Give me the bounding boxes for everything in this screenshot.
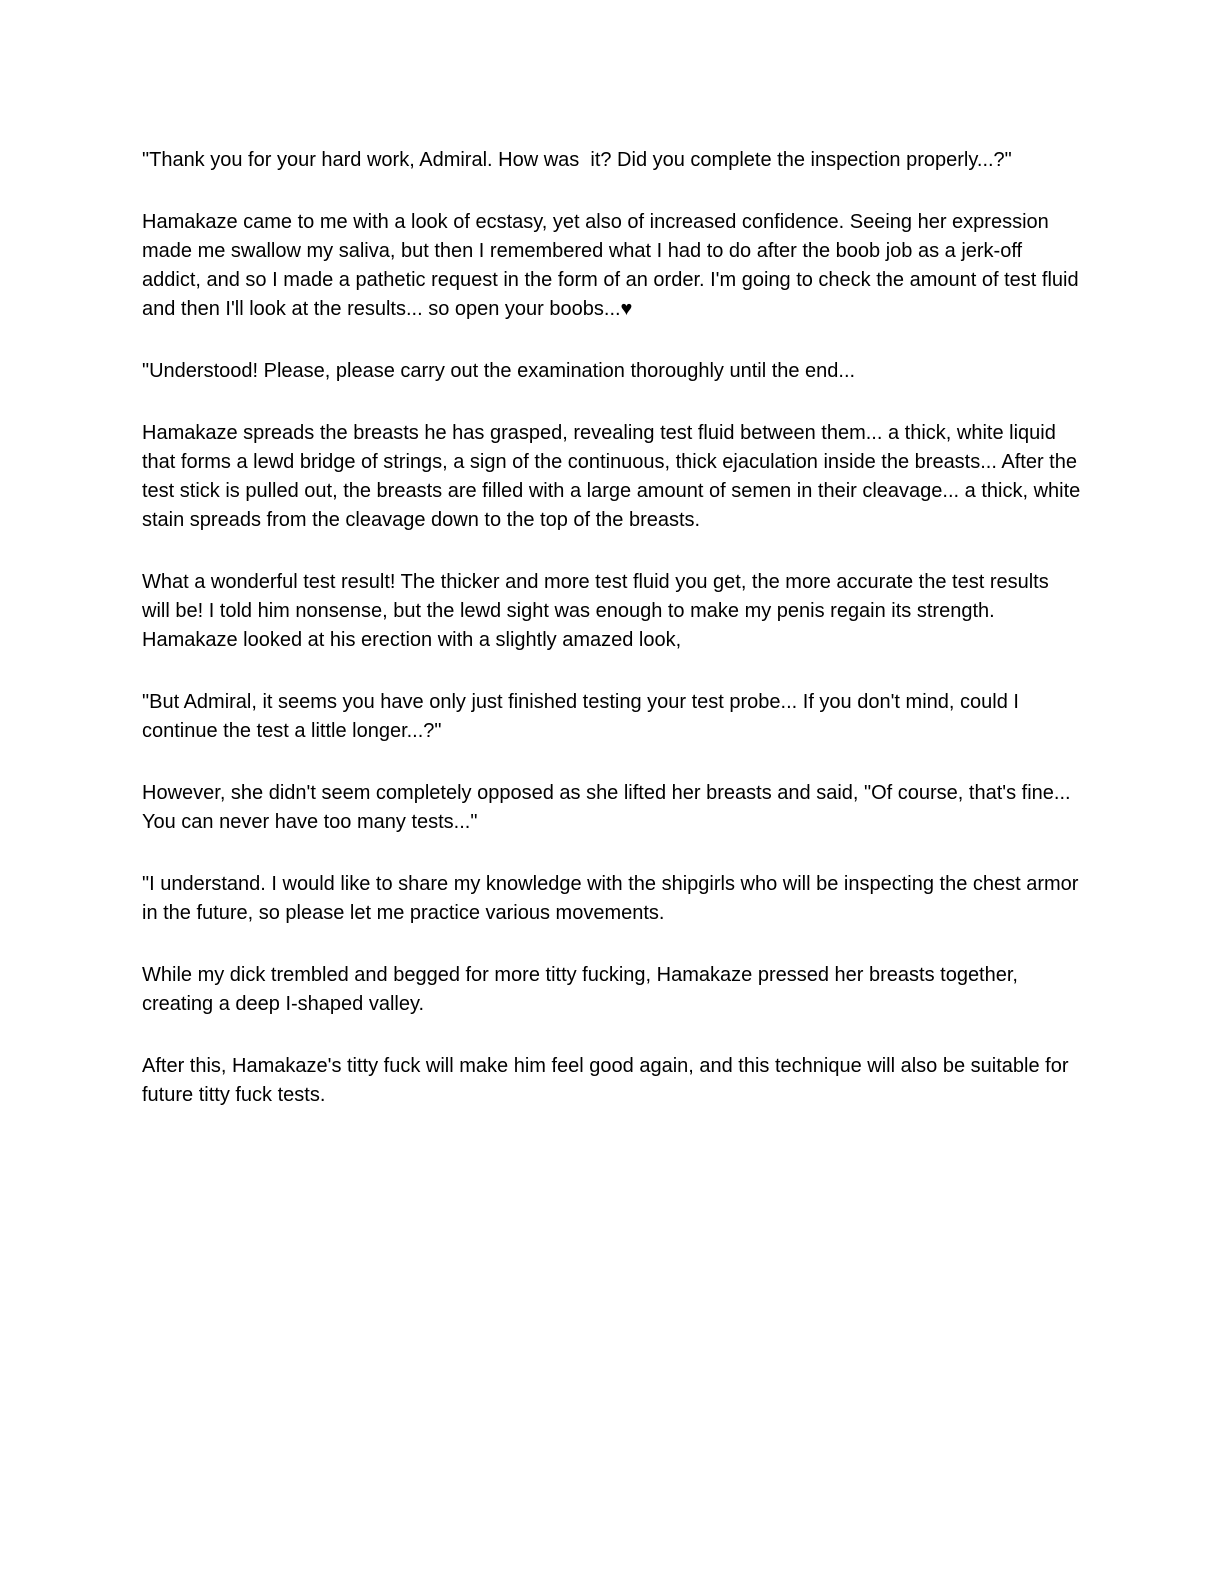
- paragraph: What a wonderful test result! The thicker and more test fluid you get, the more accurate the test results will be! I told him nonsense, but the lewd sight was enough to make my penis regain its strength. Hamakaze looked at his erection with a slightly amazed look,: [142, 571, 1055, 651]
- paragraph: After this, Hamakaze's titty fuck will make him feel good again, and this technique will also be suitable for future titty fuck tests.: [142, 1055, 1075, 1106]
- paragraph: "But Admiral, it seems you have only just finished testing your test probe... If you don't mind, could I continue the test a little longer...?": [142, 691, 1025, 742]
- paragraph: "Understood! Please, please carry out the examination thoroughly until the end...: [142, 360, 856, 382]
- paragraph: While my dick trembled and begged for more titty fucking, Hamakaze pressed her breasts together, creating a deep I-shaped valley.: [142, 964, 1024, 1015]
- paragraph: Hamakaze came to me with a look of ecstasy, yet also of increased confidence. Seeing her expression made me swallow my saliva, but then I remembered what I had to do after the boob job as a jerk-off addict, and so I made a pathetic request in the form of an order. I'm going to check the amount of test fluid and then I'll look at the results... so open your boobs...♥: [142, 211, 1085, 320]
- paragraph: Hamakaze spreads the breasts he has grasped, revealing test fluid between them... a thick, white liquid that forms a lewd bridge of strings, a sign of the continuous, thick ejaculation inside the breasts... After the test stick is pulled out, the breasts are filled with a large amount of semen in their cleavage... a thick, white stain spreads from the cleavage down to the top of the breasts.: [142, 422, 1086, 531]
- paragraph: However, she didn't seem completely opposed as she lifted her breasts and said, "Of course, that's fine... You can never have too many tests...": [142, 782, 1076, 833]
- paragraph: "Thank you for your hard work, Admiral. How was it? Did you complete the inspection properly...?": [142, 149, 1012, 171]
- paragraph: "I understand. I would like to share my knowledge with the shipgirls who will be inspecting the chest armor in the future, so please let me practice various movements.: [142, 873, 1085, 924]
